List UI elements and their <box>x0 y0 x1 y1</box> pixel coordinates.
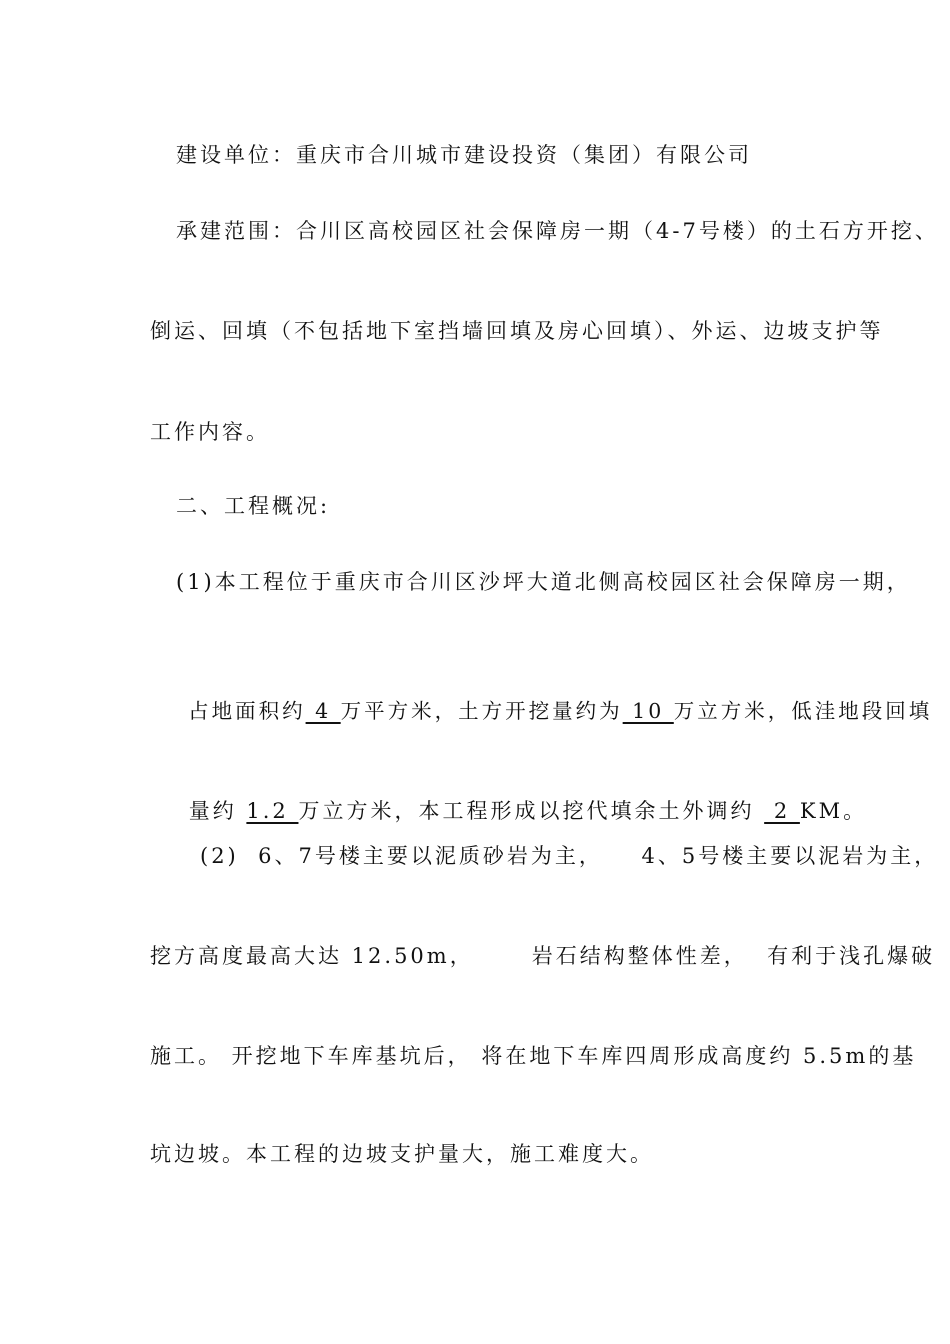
area-label: 占地面积约 <box>188 699 306 723</box>
excavation-value: 10 <box>622 699 674 723</box>
item-1-line-2 <box>150 666 932 756</box>
item-2-line-4: 坑边坡。本工程的边坡支护量大，施工难度大。 <box>150 1142 654 1166</box>
construction-unit-line: 建设单位：重庆市合川城市建设投资（集团）有限公司 <box>176 143 752 167</box>
backfill-value: 1.2 <box>246 799 299 823</box>
distance-unit: KM。 <box>799 799 868 823</box>
section-two-heading: 二、工程概况: <box>176 494 331 518</box>
item-2-line-3: 施工。 开挖地下车库基坑后， 将在地下车库四周形成高度约 5.5m的基 <box>150 1044 917 1068</box>
distance-label: 万立方米，本工程形成以挖代填余土外调约 <box>298 799 765 823</box>
item-2-line-2: 挖方高度最高大达 12.50m， 岩石结构整体性差， 有利于浅孔爆破 <box>150 944 936 968</box>
item-1-line-1: (1)本工程位于重庆市合川区沙坪大道北侧高校园区社会保障房一期， <box>176 570 911 594</box>
scope-line-2: 倒运、回填（不包括地下室挡墙回填及房心回填）、外运、边坡支护等 <box>150 319 884 343</box>
scope-line-3: 工作内容。 <box>150 420 270 444</box>
backfill-label: 量约 <box>188 799 247 823</box>
item-2-line-1: (2) 6、7号楼主要以泥质砂岩为主， 4、5号楼主要以泥岩为主， <box>200 844 939 868</box>
scope-line-1: 承建范围：合川区高校园区社会保障房一期（4-7号楼）的土石方开挖、 <box>176 219 939 243</box>
area-value: 4 <box>305 699 341 723</box>
backfill-intro: 万立方米，低洼地段回填 <box>673 699 933 723</box>
distance-value: 2 <box>764 799 800 823</box>
excavation-label: 万平方米，土方开挖量约为 <box>340 699 623 723</box>
